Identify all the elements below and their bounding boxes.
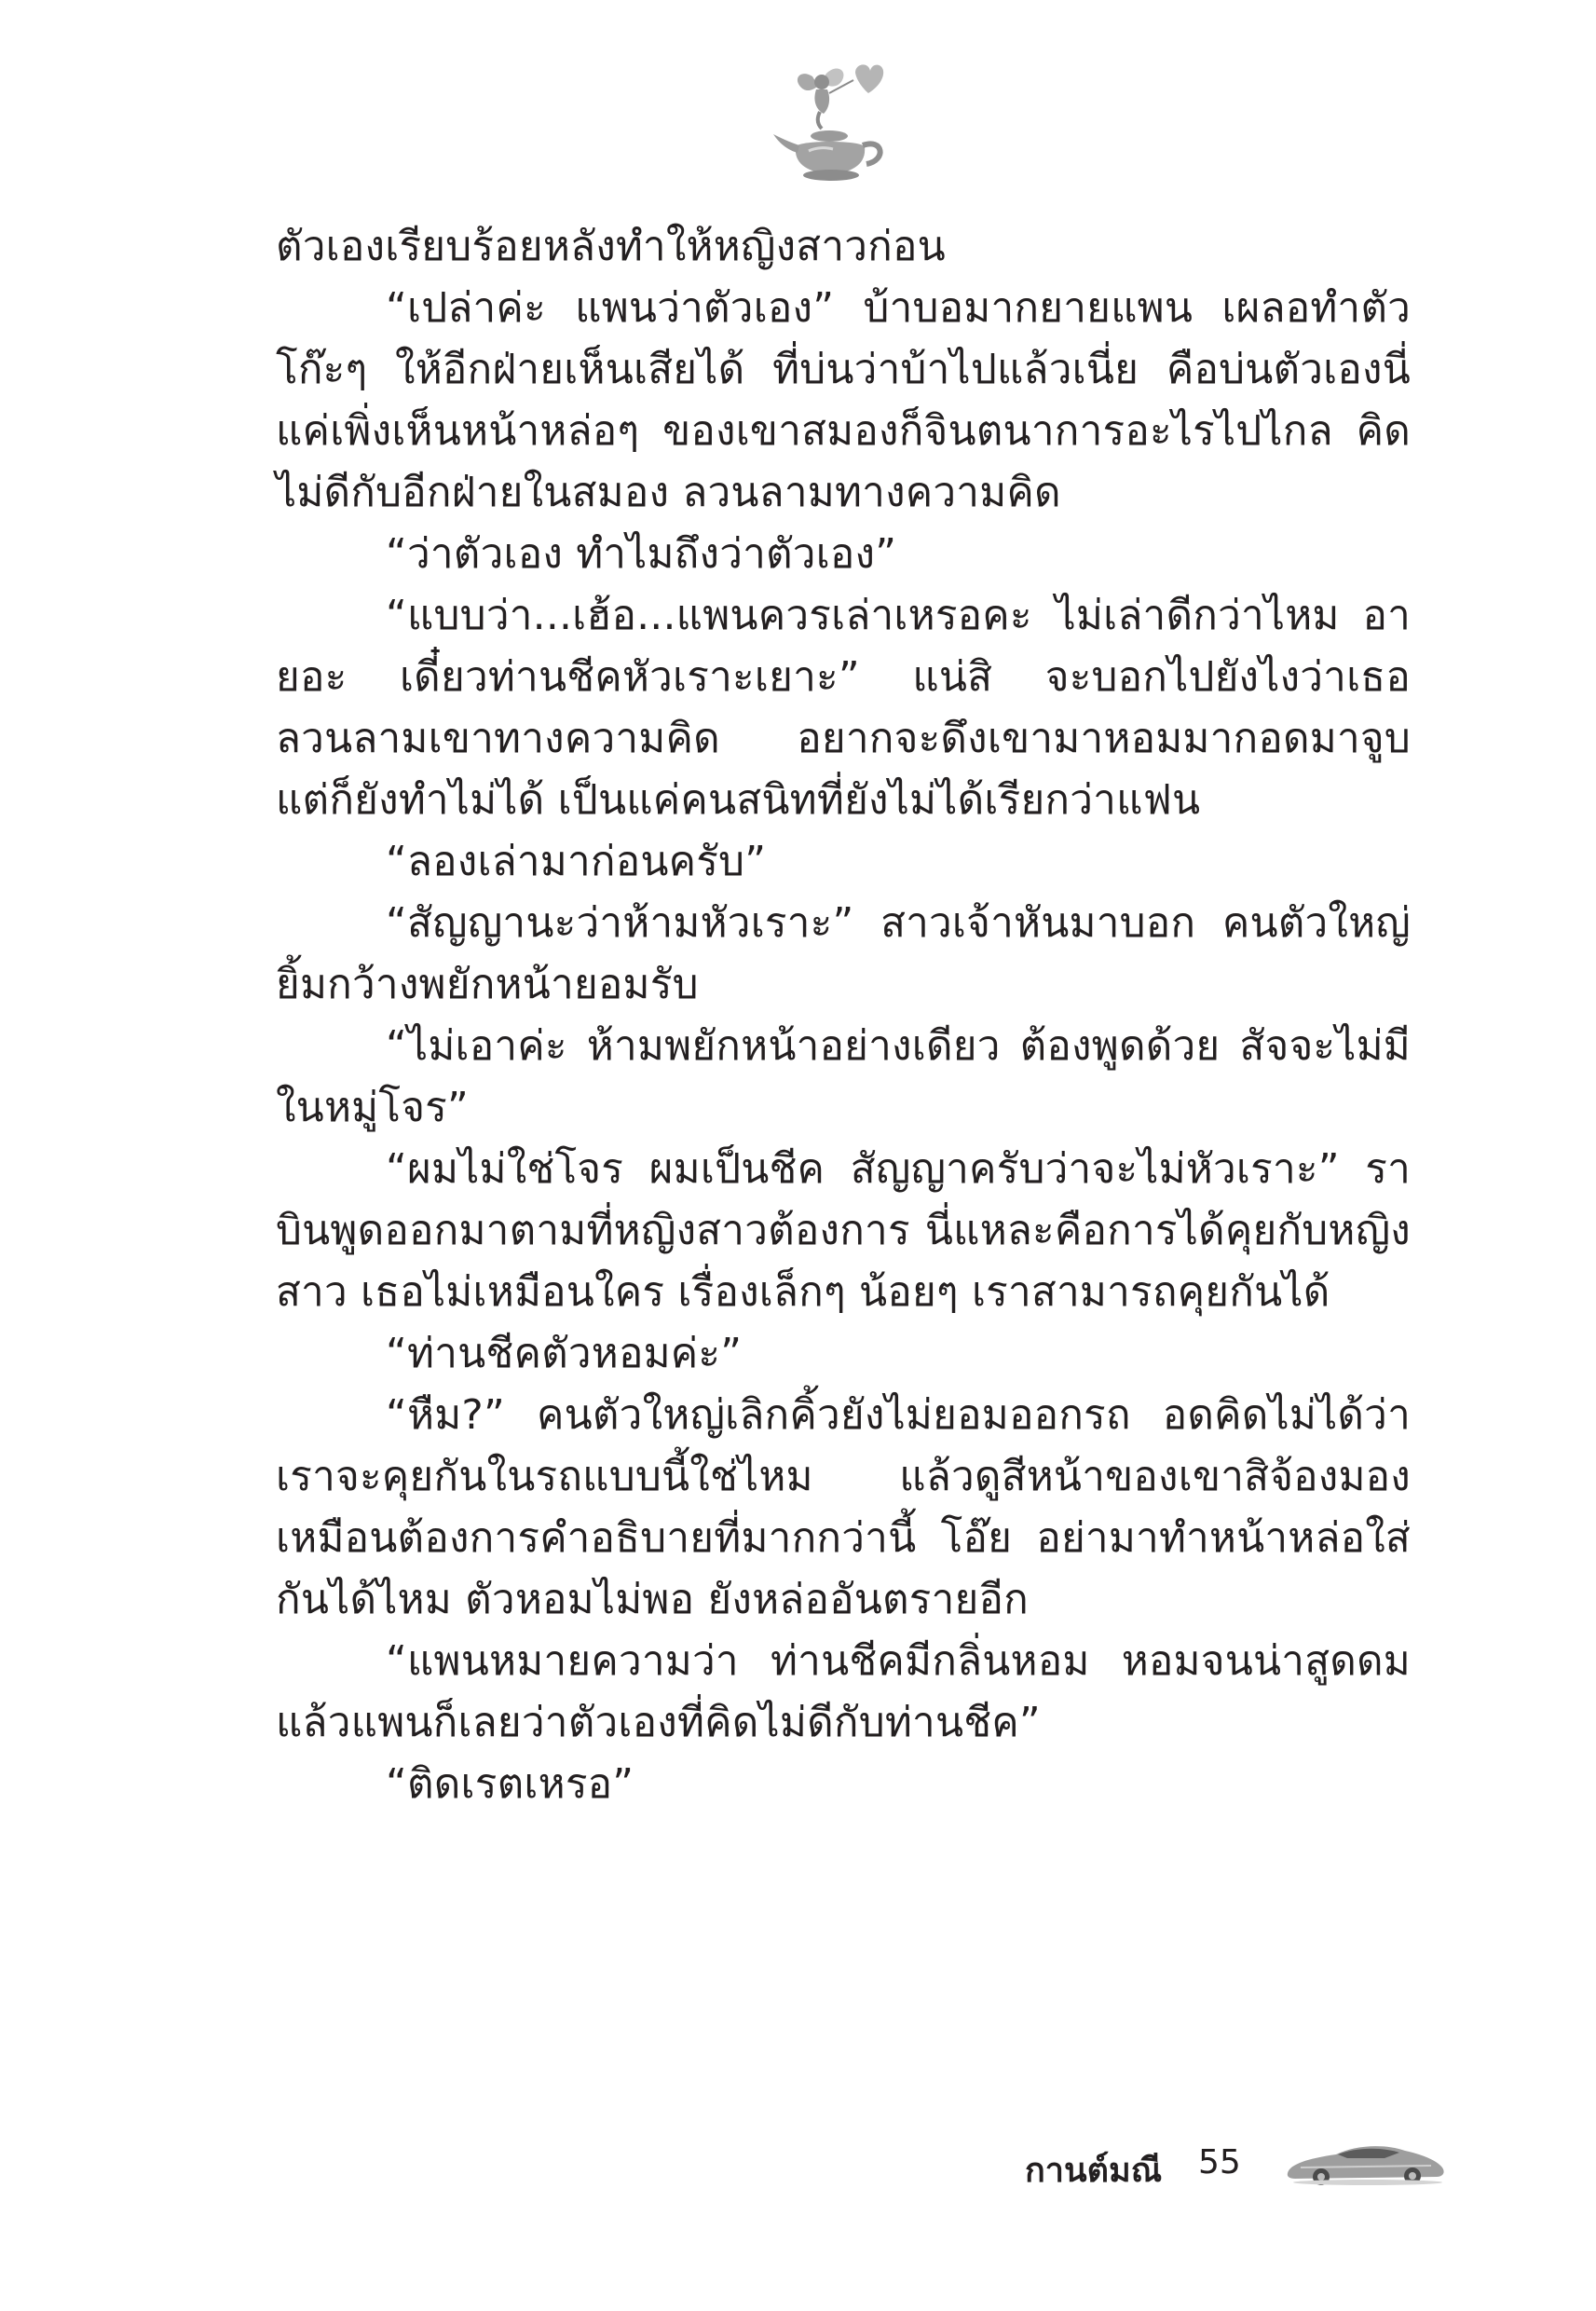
paragraph: “เปล่าค่ะ แพนว่าตัวเอง” บ้าบอมากยายแพน เผลอทำตัวโก๊ะๆ ให้อีกฝ่ายเห็นเสียได้ ที่บ่นว่าบ้าไปแล้วเนี่ย คือบ่นตัวเองนี่ แค่เพิ่งเห็นหน้าหล่อๆ ของเขาสมองก็จินตนาการอะไรไปไกล คิดไม่ดีกับอีกฝ่ายในสมอง ลวนลามทางความคิด xyxy=(276,284,1411,516)
paragraph: “สัญญานะว่าห้ามหัวเราะ” สาวเจ้าหันมาบอก คนตัวใหญ่ยิ้มกว้างพยักหน้ายอมรับ xyxy=(276,899,1411,1008)
book-title: กานต์มณี xyxy=(1025,2152,1163,2190)
paragraph: “ว่าตัวเอง ทำไมถึงว่าตัวเอง” xyxy=(386,530,897,578)
cupid-teapot-ornament-icon xyxy=(764,56,904,196)
paragraph: “ไม่เอาค่ะ ห้ามพยักหน้าอย่างเดียว ต้องพูดด้วย สัจจะไม่มีในหมู่โจร” xyxy=(276,1022,1411,1131)
page-footer xyxy=(1025,2134,1463,2199)
paragraph: “แบบว่า...เฮ้อ...แพนควรเล่าเหรอคะ ไม่เล่าดีกว่าไหม อายอะ เดี๋ยวท่านชีคหัวเราะเยาะ” แน่สิ จะบอกไปยังไงว่าเธอลวนลามเขาทางความคิด อยากจะดึงเขามาหอมมากอดมาจูบ แต่ก็ยังทำไม่ได้ เป็นแค่คนสนิทที่ยังไม่ได้เรียกว่าแฟน xyxy=(276,592,1411,824)
chapter-body xyxy=(276,216,1411,1815)
paragraph: “ติดเรตเหรอ” xyxy=(386,1760,634,1808)
sports-car-icon xyxy=(1282,2136,1450,2188)
paragraph: “ผมไม่ใช่โจร ผมเป็นชีค สัญญาครับว่าจะไม่หัวเราะ” ราบินพูดออกมาตามที่หญิงสาวต้องการ นี่แหละคือการได้คุยกับหญิงสาว เธอไม่เหมือนใคร เรื่องเล็กๆ น้อยๆ เราสามารถคุยกันได้ xyxy=(276,1145,1411,1316)
paragraph: “แพนหมายความว่า ท่านชีคมีกลิ่นหอม หอมจนน่าสูดดม แล้วแพนก็เลยว่าตัวเองที่คิดไม่ดีกับท่านชีค” xyxy=(276,1637,1411,1746)
paragraph: “ท่านชีคตัวหอมค่ะ” xyxy=(386,1330,743,1377)
paragraph: ตัวเองเรียบร้อยหลังทำให้หญิงสาวก่อน xyxy=(276,223,946,270)
paragraph: “หืม?” คนตัวใหญ่เลิกคิ้วยังไม่ยอมออกรถ อดคิดไม่ได้ว่าเราจะคุยกันในรถแบบนี้ใช่ไหม แล้วดูสีหน้าของเขาสิจ้องมองเหมือนต้องการคำอธิบายที่มากกว่านี้ โอ๊ย อย่ามาทำหน้าหล่อใส่กันได้ไหม ตัวหอมไม่พอ ยังหล่ออันตรายอีก xyxy=(276,1391,1411,1623)
paragraph: “ลองเล่ามาก่อนครับ” xyxy=(386,838,767,885)
page-number: 55 xyxy=(1198,2143,1241,2181)
